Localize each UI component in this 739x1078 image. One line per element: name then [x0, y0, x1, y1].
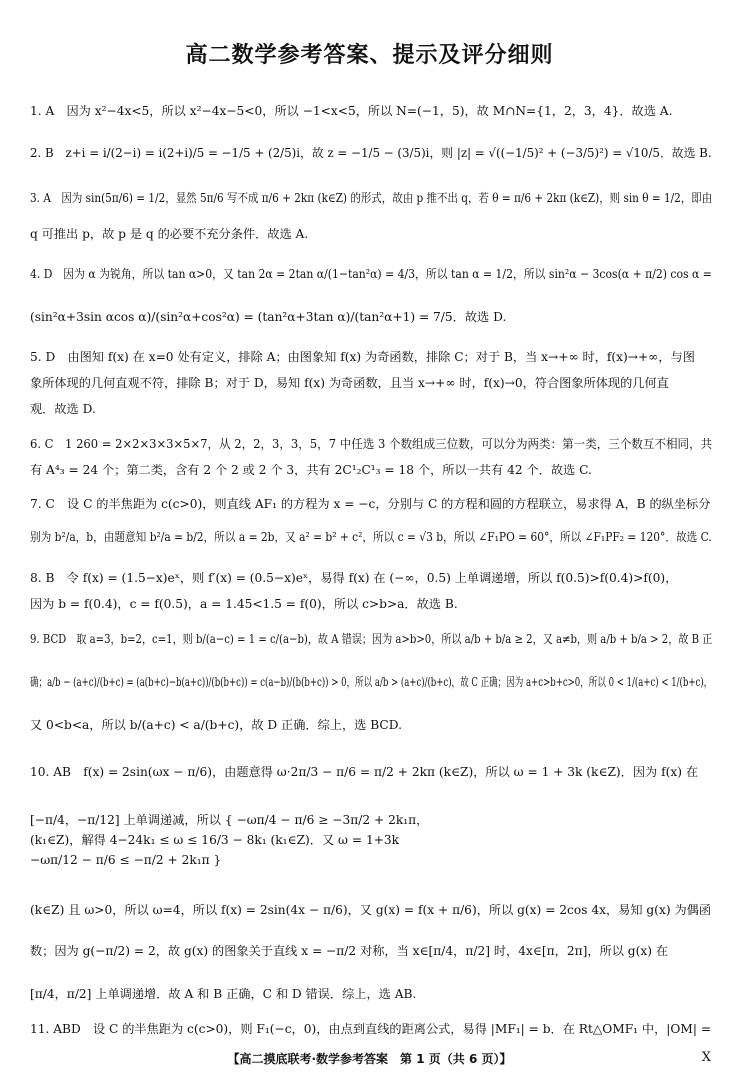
solution-line-q2: 2. B z+i = i/(2−i) = i(2+i)/5 = −1/5 + (2/5)i，故 z = −1/5 − (3/5)i，则 |z| = √((−1/5)² + (−3/5)²) = √10/5．故选 B.	[30, 146, 712, 160]
solution-line-q7-2: 别为 b²/a，b，由题意知 b²/a = b/2，所以 a = 2b，又 a² = b² + c²，所以 c = √3 b，所以 ∠F₁PO = 60°，所以 ∠F₁PF₂ = 120°．故选 C.	[30, 530, 712, 544]
footer-mark: X	[701, 1050, 711, 1065]
solution-line-q5-2: 象所体现的几何直观不符，排除 B；对于 D，易知 f(x) 为奇函数，且当 x→+∞ 时，f(x)→0，符合图象所体现的几何直	[30, 376, 669, 390]
solution-line-q3-2: q 可推出 p，故 p 是 q 的必要不充分条件．故选 A.	[30, 227, 309, 241]
solution-line-q1: 1. A 因为 x²−4x<5，所以 x²−4x−5<0，所以 −1<x<5，所以 N=(−1，5)，故 M∩N={1，2，3，4}．故选 A.	[30, 104, 673, 118]
page-footer: 【高二摸底联考·数学参考答案 第 1 页（共 6 页）】	[227, 1052, 512, 1066]
solution-line-q3-1: 3. A 因为 sin(5π/6) = 1/2，显然 5π/6 写不成 π/6 + 2kπ (k∈Z) 的形式，故由 p 推不出 q，若 θ = π/6 + 2kπ (k∈Z)，则 sin θ = 1/2，即由	[30, 191, 713, 205]
solution-line-q7-1: 7. C 设 C 的半焦距为 c(c>0)，则直线 AF₁ 的方程为 x = −c，分别与 C 的方程和圆的方程联立，易求得 A，B 的纵坐标分	[30, 497, 711, 511]
solution-line-q8-1: 8. B 令 f(x) = (1.5−x)eˣ，则 f′(x) = (0.5−x)eˣ，易得 f(x) 在 (−∞，0.5) 上单调递增，所以 f(0.5)>f(0.4)>f(0)，	[30, 571, 678, 585]
solution-line-q4-2: (sin²α+3sin αcos α)/(sin²α+cos²α) = (tan²α+3tan α)/(tan²α+1) = 7/5．故选 D.	[30, 310, 507, 324]
solution-line-q8-2: 因为 b = f(0.4)，c = f(0.5)，a = 1.45<1.5 = f(0)，所以 c>b>a．故选 B.	[30, 597, 458, 611]
solution-line-q10-1: 10. AB f(x) = 2sin(ωx − π/6)，由题意得 ω·2π/3 − π/6 = π/2 + 2kπ (k∈Z)，所以 ω = 1 + 3k (k∈Z)．因为 f(x) 在	[30, 765, 699, 779]
solution-line-q10-5: (k∈Z) 且 ω>0，所以 ω=4，所以 f(x) = 2sin(4x − π/6)，又 g(x) = f(x + π/6)，所以 g(x) = 2cos 4x，易知 g(x) 为偶函	[30, 903, 712, 917]
solution-line-q11-1: 11. ABD 设 C 的半焦距为 c(c>0)，则 F₁(−c，0)，由点到直线的距离公式，易得 |MF₁| = b．在 Rt△OMF₁ 中，|OM| =	[30, 1022, 712, 1036]
solution-line-q4-1: 4. D 因为 α 为锐角，所以 tan α>0，又 tan 2α = 2tan α/(1−tan²α) = 4/3，所以 tan α = 1/2，所以 sin²α − 3cos(α + π/2) cos α =	[30, 267, 712, 281]
solution-line-q6-1: 6. C 1 260 = 2×2×3×3×5×7，从 2，2，3，3，5，7 中任选 3 个数组成三位数，可以分为两类：第一类，三个数互不相同，共	[30, 437, 713, 451]
solution-line-q9-2: 确；a/b − (a+c)/(b+c) = (a(b+c)−b(a+c))/(b(b+c)) = c(a−b)/(b(b+c)) > 0，所以 a/b > (a+c)/(b+c)，故 C 正确；因为 a+c>b+c>0，所以 0 < 1/(a+c) < 1/(b+c)，	[30, 675, 713, 689]
solution-line-q10-3: (k₁∈Z)，解得 4−24k₁ ≤ ω ≤ 16/3 − 8k₁ (k₁∈Z)．又 ω = 1+3k	[30, 833, 400, 847]
solution-line-q9-1: 9. BCD 取 a=3，b=2，c=1，则 b/(a−c) = 1 = c/(a−b)，故 A 错误；因为 a>b>0，所以 a/b + b/a ≥ 2，又 a≠b，则 a/b + b/a > 2，故 B 正	[30, 632, 713, 646]
solution-line-q10-2: [−π/4，−π/12] 上单调递减，所以 { −ωπ/4 − π/6 ≥ −3π/2 + 2k₁π，	[30, 813, 429, 827]
solution-line-q9-3: 又 0<b<a，所以 b/(a+c) < a/(b+c)，故 D 正确．综上，选 BCD.	[30, 718, 402, 732]
solution-line-q5-3: 观．故选 D.	[30, 402, 96, 416]
solution-line-q10-6: 数；因为 g(−π/2) = 2，故 g(x) 的图象关于直线 x = −π/2 对称，当 x∈[π/4，π/2] 时，4x∈[π，2π]，所以 g(x) 在	[30, 944, 669, 958]
solution-line-q5-1: 5. D 由图知 f(x) 在 x=0 处有定义，排除 A；由图象知 f(x) 为奇函数，排除 C；对于 B，当 x→+∞ 时，f(x)→+∞，与图	[30, 350, 695, 364]
page-title: 高二数学参考答案、提示及评分细则	[185, 43, 554, 68]
solution-line-q6-2: 有 A⁴₃ = 24 个；第二类，含有 2 个 2 或 2 个 3，共有 2C¹₂C¹₃ = 18 个，所以一共有 42 个．故选 C.	[30, 463, 592, 477]
solution-line-q10-4: −ωπ/12 − π/6 ≤ −π/2 + 2k₁π }	[30, 853, 222, 867]
solution-line-q10-7: [π/4，π/2] 上单调递增．故 A 和 B 正确，C 和 D 错误．综上，选 AB.	[30, 987, 417, 1001]
